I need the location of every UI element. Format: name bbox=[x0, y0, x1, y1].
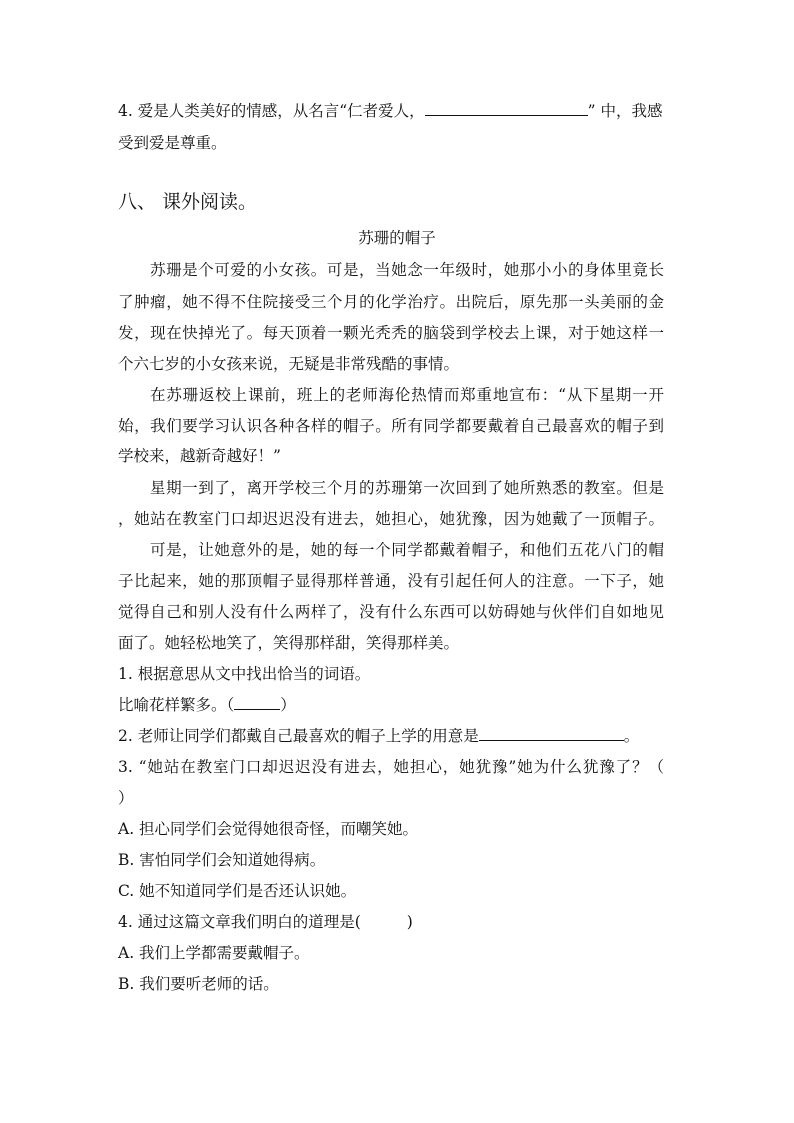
question-3-option-a[interactable]: A. 担心同学们会觉得她很奇怪，而嘲笑她。 bbox=[118, 820, 419, 838]
question-3-option-b[interactable]: B. 害怕同学们会知道她得病。 bbox=[118, 851, 326, 869]
prev-question-4-text: 4. 爱是人类美好的情感，从名言“仁者爱人， bbox=[118, 102, 425, 120]
prev-question-4-line-2: 受到爱是尊重。 bbox=[118, 134, 227, 152]
article-line: ，她站在教室门口却迟迟没有进去，她担心，她犹豫，因为她戴了一顶帽子。 bbox=[118, 510, 664, 528]
question-1-sub-end: ） bbox=[280, 696, 296, 714]
article-line: 在苏珊返校上课前，班上的老师海伦热情而郑重地宣布：“从下星期一开 bbox=[150, 386, 664, 404]
section-title: 八、 课外阅读。 bbox=[118, 191, 258, 213]
question-3-option-c[interactable]: C. 她不知道同学们是否还认识她。 bbox=[118, 882, 357, 900]
article-line: 苏珊是个可爱的小女孩。可是，当她念一年级时，她那小小的身体里竟长 bbox=[150, 261, 664, 279]
question-3-line-2: ） bbox=[118, 789, 134, 807]
prev-question-4-line-1 bbox=[118, 101, 663, 121]
article-line: 发，现在快掉光了。每天顶着一颗光秃秃的脑袋到学校去上课，对于她这样一 bbox=[118, 324, 664, 342]
question-1-sub bbox=[118, 695, 296, 715]
question-4-end: ) bbox=[406, 913, 413, 931]
question-2-end: 。 bbox=[623, 727, 640, 745]
article-title: 苏珊的帽子 bbox=[358, 229, 436, 247]
question-4-option-a[interactable]: A. 我们上学都需要戴帽子。 bbox=[118, 944, 310, 962]
article-line: 可是，让她意外的是，她的每一个同学都戴着帽子，和他们五花八门的帽 bbox=[150, 541, 664, 559]
article-line: 子比起来，她的那顶帽子显得那样普通，没有引起任何人的注意。一下子，她 bbox=[118, 572, 664, 590]
question-4-option-b[interactable]: B. 我们要听老师的话。 bbox=[118, 975, 279, 993]
question-1-sub-text: 比喻花样繁多。（ bbox=[118, 696, 235, 714]
question-2 bbox=[118, 726, 639, 746]
question-4-text: 4. 通过这篇文章我们明白的道理是( bbox=[118, 913, 361, 931]
answer-blank[interactable] bbox=[479, 726, 624, 741]
question-2-text: 2. 老师让同学们都戴自己最喜欢的帽子上学的用意是 bbox=[118, 727, 479, 745]
question-1: 1. 根据意思从文中找出恰当的词语。 bbox=[118, 665, 371, 683]
answer-blank[interactable] bbox=[234, 695, 280, 710]
article-line: 面了。她轻松地笑了，笑得那样甜，笑得那样美。 bbox=[118, 634, 460, 652]
article-line: 了肿瘤，她不得不住院接受三个月的化学治疗。出院后，原先那一头美丽的金 bbox=[118, 293, 664, 311]
article-line: 始，我们要学习认识各种各样的帽子。所有同学都要戴着自己最喜欢的帽子到 bbox=[118, 417, 664, 435]
prev-question-4-text-end: ” 中，我感 bbox=[587, 102, 663, 120]
question-4 bbox=[118, 912, 413, 932]
answer-blank[interactable] bbox=[425, 101, 588, 116]
article-line: 觉得自己和别人没有什么两样了，没有什么东西可以妨碍她与伙伴们自如地见 bbox=[118, 603, 664, 621]
article-line: 学校来，越新奇越好！” bbox=[118, 447, 281, 465]
article-line: 星期一到了，离开学校三个月的苏珊第一次回到了她所熟悉的教室。但是 bbox=[150, 479, 664, 497]
article-line: 个六七岁的小女孩来说，无疑是非常残酷的事情。 bbox=[118, 355, 460, 373]
question-3-line-1: 3. “她站在教室门口却迟迟没有进去，她担心，她犹豫”她为什么犹豫了？（ bbox=[118, 758, 664, 776]
